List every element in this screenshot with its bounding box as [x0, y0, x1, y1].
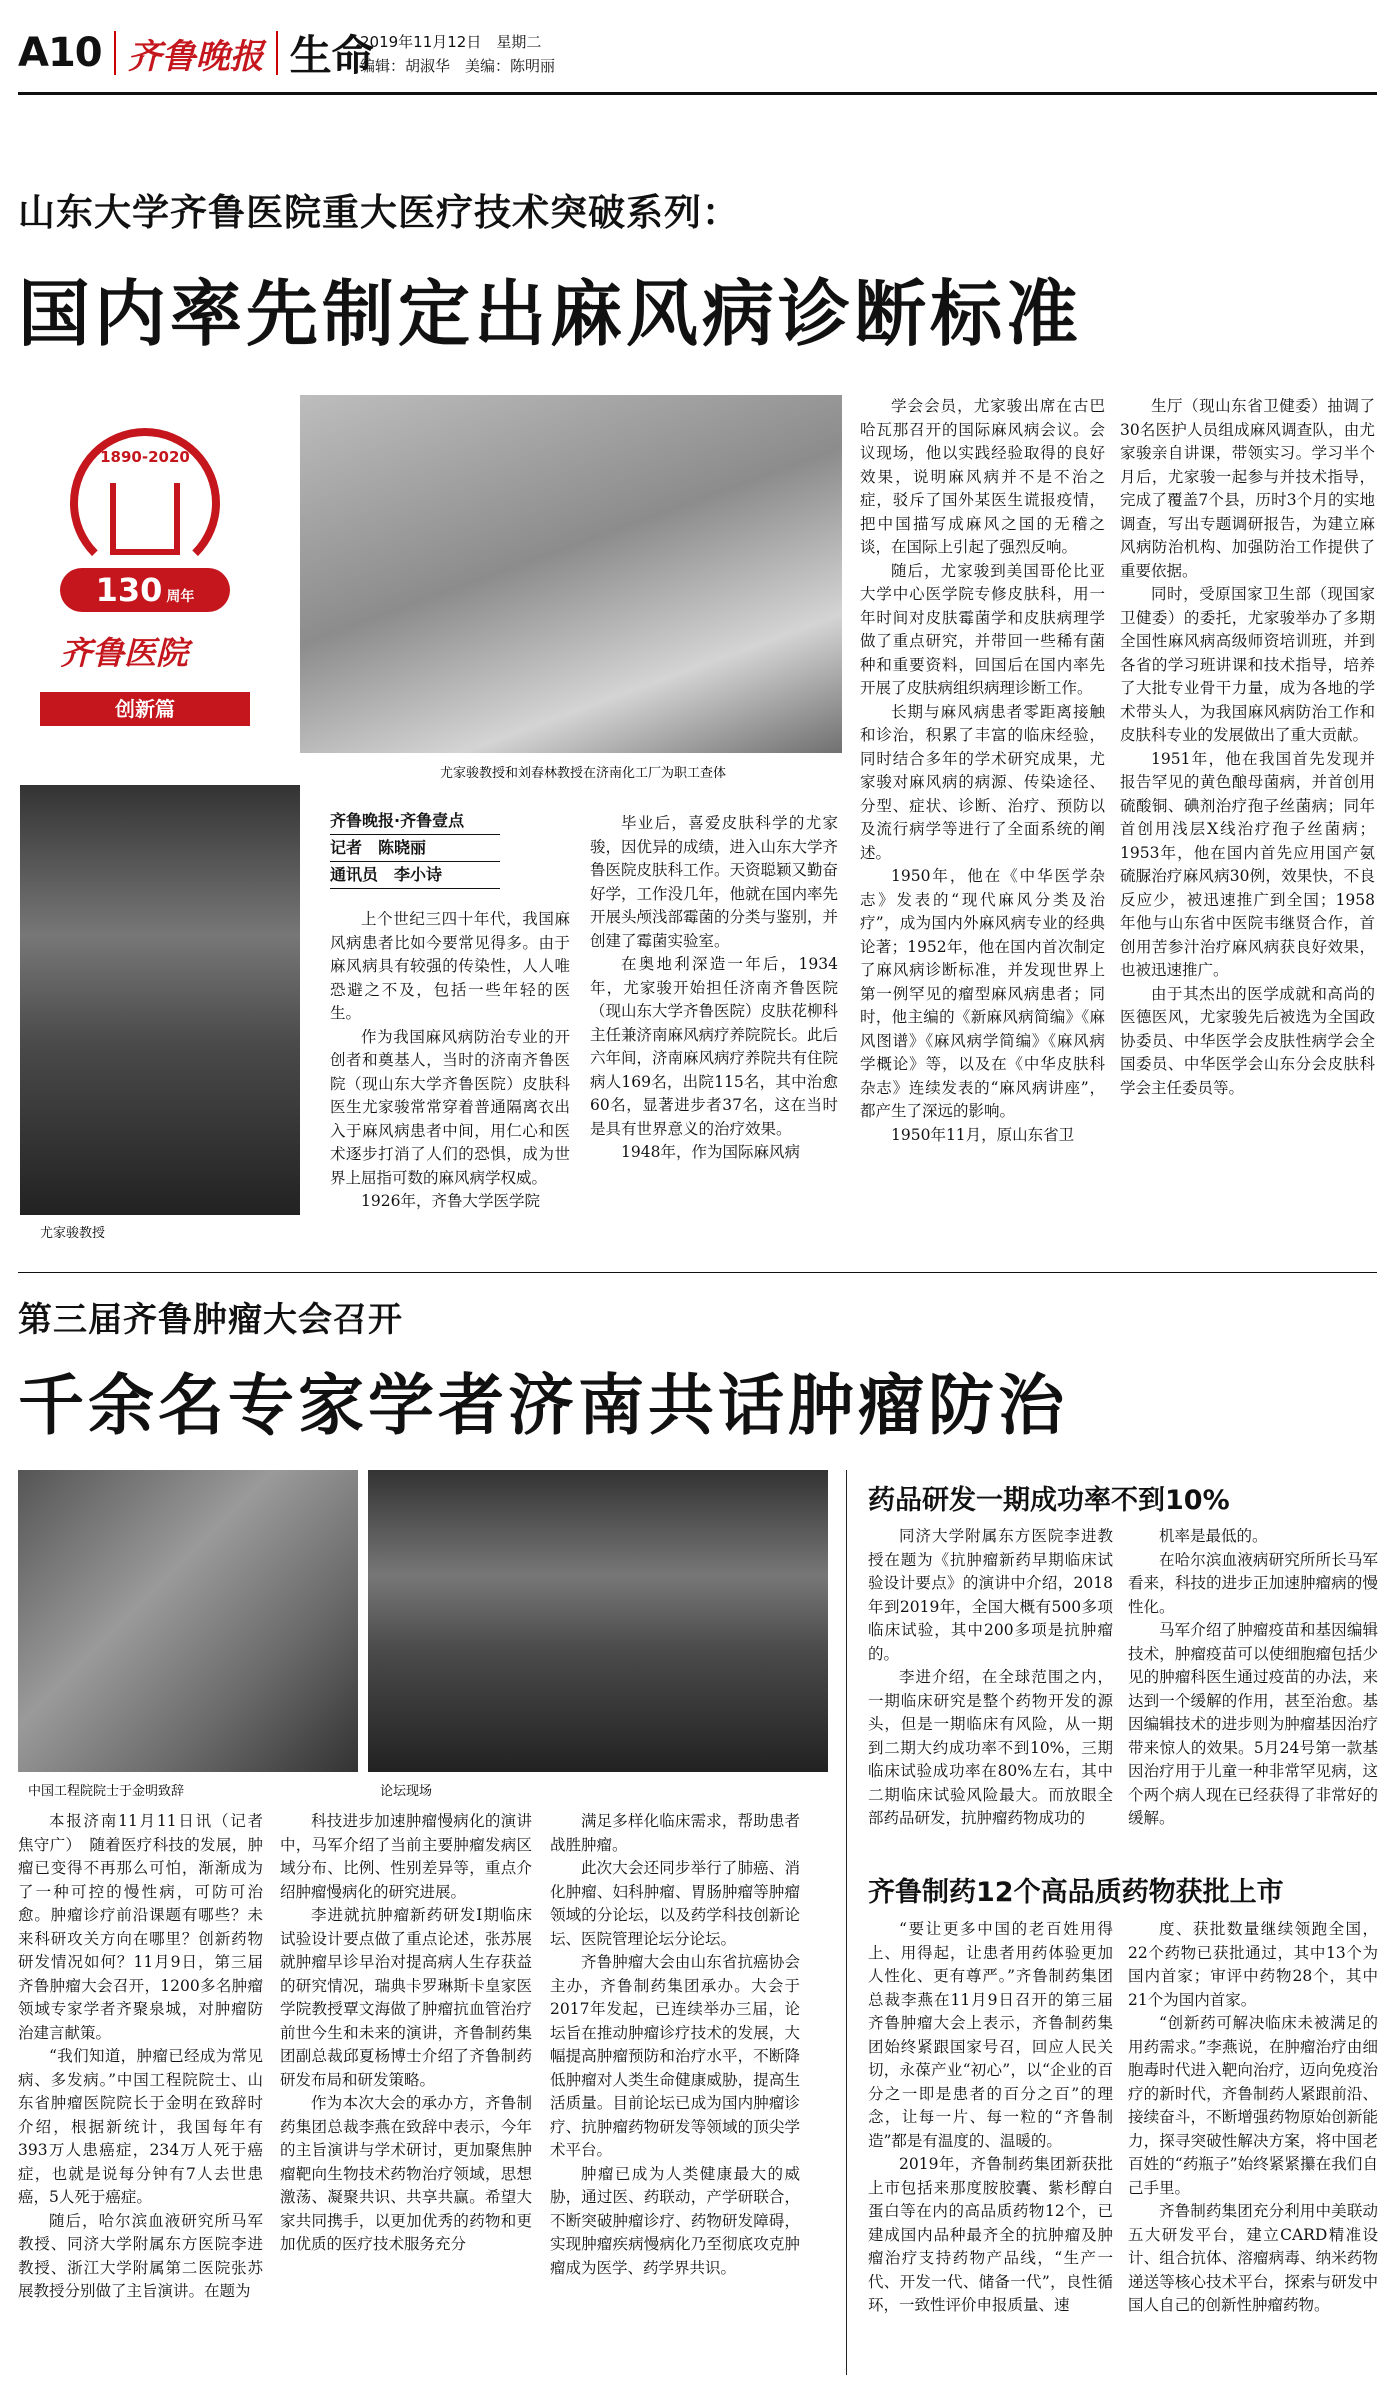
- story2-headline: 千余名专家学者济南共话肿瘤防治: [18, 1367, 1068, 1444]
- badge-hospital-name: 齐鲁医院: [60, 634, 189, 672]
- story2-column-2: 科技进步加速肿瘤慢病化的演讲中，马军介绍了当前主要肿瘤发病区域分布、比例、性别差异等，重点介绍肿瘤慢病化的研究进展。 李进就抗肿瘤新药研发Ⅰ期临床试验设计要点做了重点论述，张苏展就肿瘤早诊早治对提高病人生存获益的研究情况，瑞典卡罗琳斯卡皇家医学院教授覃文海做了肿瘤抗血管治疗前世今生和未来的演讲，齐鲁制药集团副总裁邱夏杨博士介绍了齐鲁制药研发布局和研发策略。 作为本次大会的承办方，齐鲁制药集团总裁李燕在致辞中表示，今年的主旨演讲与学术研讨，更加聚焦肿瘤靶向生物技术药物治疗领域，思想激荡、凝聚共识、共享共赢。希望大家共同携手，以更加优秀的药物和更加优质的医疗技术服务充分: [280, 1812, 532, 2253]
- forum-caption: 论坛现场: [380, 1784, 433, 1799]
- sub2-column-a: “要让更多中国的老百姓用得上、用得起，让患者用药体验更加人性化、更有尊严。”齐鲁制药集团总裁李燕在11月9日召开的第三届齐鲁肿瘤大会上表示，齐鲁制药集团始终紧跟国家号召，回应人民关切，永葆产业“初心”，以“企业的百分之一即是患者的百分之百”的理念，让每一片、每一粒的“齐鲁制造”都是有温度的、温暖的。 2019年，齐鲁制药集团新获批上市包括来那度胺胶囊、紫杉醇白蛋白等在内的高品质药物12个，已建成国内品种最齐全的抗肿瘤及肿瘤治疗支持药物产品线，“生产一代、开发一代、储备一代”，良性循环，一致性评价申报质量、速: [868, 1920, 1113, 2314]
- divider: [276, 31, 278, 75]
- issue-date: 2019年11月12日 星期二: [360, 33, 542, 51]
- portrait-photo: [20, 785, 300, 1215]
- photo-medical-exam: [300, 395, 842, 753]
- section-rule: [18, 1272, 1377, 1273]
- paper-name: 齐鲁晚报: [127, 36, 264, 77]
- portrait-caption: 尤家骏教授: [40, 1226, 106, 1241]
- header-meta: [360, 30, 555, 78]
- byline: 齐鲁晚报·齐鲁壹点 记者 陈晓丽 通讯员 李小诗: [330, 808, 500, 889]
- masthead: [18, 22, 374, 84]
- header-rule: [18, 92, 1377, 95]
- story1-column-2: 毕业后，喜爱皮肤科学的尤家骏，因优异的成绩，进入山东大学齐鲁医院皮肤科工作。天资聪颖又勤奋好学，工作没几年，他就在国内率先开展头颅浅部霉菌的分类与鉴别，并创建了霉菌实验室。 在奥地利深造一年后，1934年，尤家骏开始担任济南齐鲁医院（现山东大学齐鲁医院）皮肤花柳科主任兼济南麻风病疗养院院长。此后六年间，济南麻风病疗养院共有住院病人169名，出院115名，其中治愈60名，显著进步者37名，这在当时是具有世界意义的治疗效果。 1948年，作为国际麻风病: [590, 814, 839, 1161]
- story1-kicker: 山东大学齐鲁医院重大医疗技术突破系列：: [18, 191, 740, 234]
- hospital-logo-icon: [110, 483, 180, 555]
- badge-anniversary: 130 周年: [60, 568, 230, 612]
- story2-column-1: 本报济南11月11日讯（记者 焦守广） 随着医疗科技的发展，肿瘤已变得不再那么可怕，渐渐成为了一种可控的慢性病，可防可治愈。肿瘤诊疗前沿课题有哪些？未来科研攻关方向在哪里？创新药物研发情况如何？11月9日，第三届齐鲁肿瘤大会召开，1200多名肿瘤领域专家学者齐聚泉城，对肿瘤防治建言献策。 “我们知道，肿瘤已经成为常见病、多发病。”中国工程院院士、山东省肿瘤医院院长于金明在致辞时介绍，根据新统计，我国每年有393万人患癌症，234万人死于癌症，也就是说每分钟有7人去世患癌，5人死于癌症。 随后，哈尔滨血液研究所马军教授、同济大学附属东方医院李进教授、浙江大学附属第二医院张苏展教授分别做了主旨演讲。在题为: [18, 1812, 279, 2300]
- photo-speaker: [18, 1470, 358, 1772]
- photo-forum: [368, 1470, 828, 1772]
- section-name: 生命: [289, 31, 374, 80]
- sub1-column-a: 同济大学附属东方医院李进教授在题为《抗肿瘤新药早期临床试验设计要点》的演讲中介绍，2018年到2019年，全国大概有500多项临床试验，其中200多项是抗肿瘤的。 李进介绍，在全球范围之内，一期临床研究是整个药物开发的源头，但是一期临床有风险，从一期到二期大约成功率不到10%，三期临床试验成功率在80%左右，其中二期临床试验风险最大。而放眼全部药品研发，抗肿瘤药物成功的: [868, 1527, 1113, 1827]
- series-tag: 创新篇: [40, 692, 250, 726]
- story1-headline: 国内率先制定出麻风病诊断标准: [18, 272, 1083, 356]
- divider: [114, 31, 116, 75]
- photo-caption: 尤家骏教授和刘春林教授在济南化工厂为职工查体: [440, 766, 727, 781]
- story1-column-3: 学会会员，尤家骏出席在古巴哈瓦那召开的国际麻风病会议。会议现场，他以实践经验取得的良好效果，说明麻风病并不是不治之症，驳斥了国外某医生谎报疫情，把中国描写成麻风之国的无稽之谈，在国际上引起了强烈反响。 随后，尤家骏到美国哥伦比亚大学中心医学院专修皮肤科，用一年时间对皮肤霉菌学和皮肤病理学做了重点研究，并带回一些稀有菌种和重要资料，回国后在国内率先开展了皮肤病组织病理诊断工作。 长期与麻风病患者零距离接触和诊治，积累了丰富的临床经验，同时结合多年的学术研究成果，尤家骏对麻风病的病源、传染途径、分型、症状、诊断、治疗、预防以及流行病学等进行了全面系统的阐述。 1950年，他在《中华医学杂志》发表的“现代麻风分类及治疗”，成为国内外麻风病专业的经典论著；1952年，他在国内首次制定了麻风病诊断标准，并发现世界上第一例罕见的瘤型麻风病患者；同时，他主编的《新麻风病简编》《麻风图谱》《麻风病学简编》《麻风病学概论》等，以及在《中华皮肤科杂志》连续发表的“麻风病讲座”，都产生了深远的影响。 1950年11月，原山东省卫: [860, 397, 1105, 1144]
- story1-column-4: 生厅（现山东省卫健委）抽调了30名医护人员组成麻风调查队，由尤家骏亲自讲课，带领实习。学习半个月后，尤家骏一起参与并技术指导，完成了覆盖7个县，历时3个月的实地调查，写出专题调研报告，为建立麻风病防治机构、加强防治工作提供了重要依据。 同时，受原国家卫生部（现国家卫健委）的委托，尤家骏举办了多期全国性麻风病高级师资培训班，并到各省的学习班讲课和技术指导，培养了大批专业骨干力量，成为各地的学术带头人，为我国麻风病防治工作和皮肤科专业的发展做出了重大贡献。 1951年，他在我国首先发现并报告罕见的黄色酿母菌病，并首创用硫酸铜、碘剂治疗孢子丝菌病；同年首创用浅层X线治疗孢子丝菌病；1953年，他在国内首先应用国产氨硫脲治疗麻风病30例，效果快，不良反应少，被迅速推广到全国；1958年他与山东省中医院韦继贤合作，首创用苦参汁治疗麻风病获良好效果，也被迅速推广。 由于其杰出的医学成就和高尚的医德医风，尤家骏先后被选为全国政协委员、中华医学会皮肤性病学会全国委员、中华医学会山东分会皮肤科学会主任委员等。: [1120, 397, 1375, 1097]
- story2-kicker: 第三届齐鲁肿瘤大会召开: [18, 1300, 403, 1340]
- page-number: A10: [18, 30, 102, 76]
- sub1-column-b: 机率是最低的。 在哈尔滨血液病研究所所长马军看来，科技的进步正加速肿瘤病的慢性化。 马军介绍了肿瘤疫苗和基因编辑技术，肿瘤疫苗可以使细胞瘤包括少见的肿瘤科医生通过疫苗的办法，来达到一个缓解的作用，甚至治愈。基因编辑技术的进步则为肿瘤基因治疗带来惊人的效果。5月24号第一款基因治疗用于儿童一种非常罕见病，这个两个病人现在已经获得了非常好的缓解。: [1128, 1527, 1378, 1827]
- column-separator: [846, 1470, 847, 2375]
- speaker-caption: 中国工程院院士于金明致辞: [28, 1784, 185, 1799]
- anniversary-badge: [40, 428, 270, 688]
- story2-column-3: 满足多样化临床需求，帮助患者战胜肿瘤。 此次大会还同步举行了肺癌、消化肿瘤、妇科肿瘤、胃肠肿瘤等肿瘤领域的分论坛，以及药学科技创新论坛、医院管理论坛分论坛。 齐鲁肿瘤大会由山东省抗癌协会主办，齐鲁制药集团承办。大会于2017年发起，已连续举办三届，论坛旨在推动肿瘤诊疗技术的发展，大幅提高肿瘤预防和治疗水平，不断降低肿瘤对人类生命健康威胁，提高生活质量。目前论坛已成为国内肿瘤诊疗、抗肿瘤药物研发等领域的顶尖学术平台。 肿瘤已成为人类健康最大的威胁，通过医、药联动，产学研联合，不断突破肿瘤诊疗、药物研发障碍，实现肿瘤疾病慢病化乃至彻底攻克肿瘤成为医学、药学界共识。: [550, 1812, 800, 2277]
- badge-years: 1890-2020: [100, 448, 190, 466]
- subhead-qilu-drugs: 齐鲁制药12个高品质药物获批上市: [868, 1877, 1284, 1908]
- subhead-drug-success: 药品研发一期成功率不到10%: [868, 1485, 1230, 1516]
- story1-column-1: 上个世纪三四十年代，我国麻风病患者比如今要常见得多。由于麻风病具有较强的传染性，人人唯恐避之不及，包括一些年轻的医生。 作为我国麻风病防治专业的开创者和奠基人，当时的济南齐鲁医院（现山东大学齐鲁医院）皮肤科医生尤家骏常常穿着普通隔离衣出入于麻风病患者中间，用仁心和医术逐步打消了人们的恐惧，成为世界上屈指可数的麻风病学权威。 1926年，齐鲁大学医学院: [330, 910, 570, 1210]
- editors: 编辑：胡淑华 美编：陈明丽: [360, 57, 556, 75]
- sub2-column-b: 度、获批数量继续领跑全国，22个药物已获批通过，其中13个为国内首家；审评中药物28个，其中21个为国内首家。 “创新药可解决临床未被满足的用药需求。”李燕说，在肿瘤治疗由细胞毒时代进入靶向治疗，迈向免疫治疗的新时代，齐鲁制药人紧跟前沿、接续奋斗，不断增强药物原始创新能力，探寻突破性解决方案，将中国老百姓的“药瓶子”始终紧紧攥在我们自己手里。 齐鲁制药集团充分利用中美联动五大研发平台，建立CARD精准设计、组合抗体、溶瘤病毒、纳米药物递送等核心技术平台，探索与研发中国人自己的创新性肿瘤药物。: [1128, 1920, 1378, 2314]
